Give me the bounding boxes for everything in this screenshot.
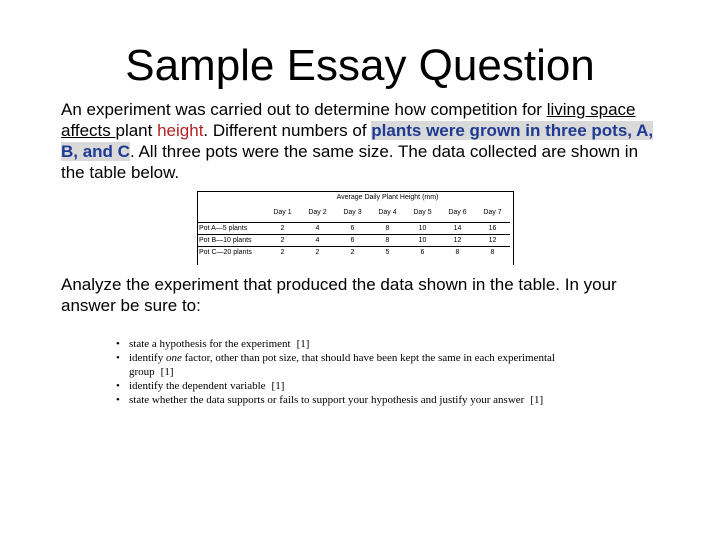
data-table-figure xyxy=(197,191,514,265)
living-space-phrase: living space affects xyxy=(61,100,636,140)
item-text: factor, other than pot size, that should have been kept the same in each experimental group xyxy=(129,352,555,378)
points-label: [1] xyxy=(160,366,174,378)
table-row xyxy=(197,247,510,259)
table-cell: 4 xyxy=(300,235,335,247)
plants-grown-phrase: plants were grown in three pots, A, B, and C xyxy=(61,121,654,161)
table-cell: 12 xyxy=(475,235,510,247)
list-item xyxy=(116,393,566,407)
row-label: Pot A—5 plants xyxy=(197,223,265,235)
analyze-instruction: Analyze the experiment that produced the data shown in the table. In your answer be sure to: xyxy=(61,275,617,315)
table-cell: 16 xyxy=(475,223,510,235)
bullet-icon: • xyxy=(116,380,120,392)
intro-text-1: An experiment was carried out to determine how competition for xyxy=(61,100,547,119)
points-label: [1] xyxy=(530,394,544,406)
list-item xyxy=(116,337,566,351)
list-item xyxy=(116,351,566,379)
table-cell: 6 xyxy=(405,247,440,259)
table-cell: 2 xyxy=(300,247,335,259)
bullet-icon: • xyxy=(116,352,120,364)
points-label: [1] xyxy=(296,338,310,350)
table-header-row xyxy=(197,204,510,223)
height-word: height xyxy=(157,121,204,140)
table-cell: 6 xyxy=(335,223,370,235)
col-header: Day 7 xyxy=(483,209,502,216)
table-cell: 2 xyxy=(265,247,300,259)
table-cell: 12 xyxy=(440,235,475,247)
col-header: Day 1 xyxy=(273,209,292,216)
table-cell: 2 xyxy=(265,235,300,247)
table-cell: 8 xyxy=(370,223,405,235)
item-emphasis: one xyxy=(165,352,182,364)
table-cell: 4 xyxy=(300,223,335,235)
question-intro xyxy=(61,99,661,183)
bullet-icon: • xyxy=(116,338,120,350)
table-cell: 14 xyxy=(440,223,475,235)
points-label: [1] xyxy=(271,380,285,392)
data-table xyxy=(197,191,510,258)
table-cell: 10 xyxy=(405,235,440,247)
item-text: identify the dependent variable xyxy=(129,380,266,392)
item-text: identify xyxy=(129,352,166,364)
col-header: Day 3 xyxy=(343,209,362,216)
table-cell: 6 xyxy=(335,235,370,247)
table-row xyxy=(197,235,510,247)
intro-text-2: plant xyxy=(115,121,158,140)
page-title: Sample Essay Question xyxy=(125,41,595,90)
row-label: Pot B—10 plants xyxy=(197,235,265,247)
table-cell: 8 xyxy=(370,235,405,247)
requirements-list xyxy=(116,337,566,407)
table-cell: 10 xyxy=(405,223,440,235)
row-label: Pot C—20 plants xyxy=(197,247,265,259)
table-cell: 2 xyxy=(265,223,300,235)
col-header: Day 4 xyxy=(378,209,397,216)
table-cell: 2 xyxy=(335,247,370,259)
table-caption: Average Daily Plant Height (mm) xyxy=(336,193,439,201)
col-header: Day 5 xyxy=(413,209,432,216)
col-header: Day 6 xyxy=(448,209,467,216)
item-text: state whether the data supports or fails to support your hypothesis and justify your answer xyxy=(129,394,525,406)
item-text: state a hypothesis for the experiment xyxy=(129,338,291,350)
bullet-icon: • xyxy=(116,394,120,406)
intro-text-3: . Different numbers of xyxy=(203,121,372,140)
table-cell: 8 xyxy=(475,247,510,259)
col-header: Day 2 xyxy=(308,209,327,216)
table-row xyxy=(197,223,510,235)
table-cell: 5 xyxy=(370,247,405,259)
intro-text-4: . All three pots were the same size. The data collected are shown in the table below. xyxy=(61,142,639,182)
list-item xyxy=(116,379,566,393)
table-cell: 8 xyxy=(440,247,475,259)
